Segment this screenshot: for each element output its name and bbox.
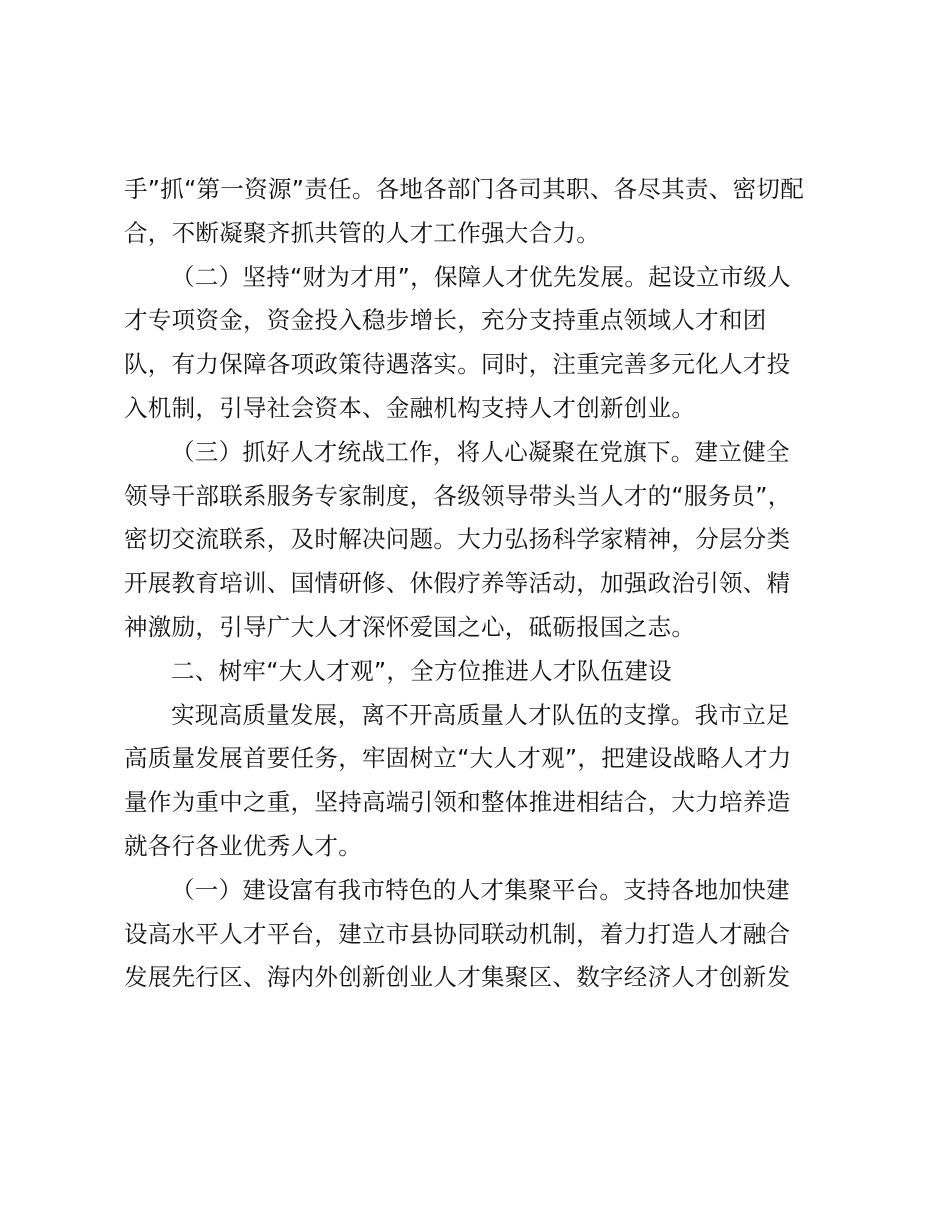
paragraph-start-line: （一）建设富有我市特色的人才集聚平台。支持各地加快建 [171, 875, 790, 904]
text-line: 开展教育培训、国情研修、休假疗养等活动，加强政治引领、精 [124, 569, 791, 598]
section-heading: 二、树牢“大人才观”，全方位推进人才队伍建设 [171, 656, 672, 685]
text-line: 入机制，引导社会资本、金融机构支持人才创新创业。 [124, 393, 696, 422]
text-line: 合，不断凝聚齐抓共管的人才工作强大合力。 [124, 218, 600, 247]
paragraph-start-line: 实现高质量发展，离不开高质量人才队伍的支撑。我市立足 [171, 700, 790, 729]
document-body [124, 168, 829, 1000]
text-line: 设高水平人才平台，建立市县协同联动机制，着力打造人才融合 [124, 919, 791, 948]
paragraph-start-line: （二）坚持“财为才用”，保障人才优先发展。起设立市级人 [171, 262, 791, 291]
text-line: 密切交流联系，及时解决问题。大力弘扬科学家精神，分层分类 [124, 525, 791, 554]
text-line: 高质量发展首要任务，牢固树立“大人才观”，把建设战略人才力 [124, 744, 792, 773]
text-line: 神激励，引导广大人才深怀爱国之心，砥砺报国之志。 [124, 612, 696, 641]
paragraph-start-line: （三）抓好人才统战工作，将人心凝聚在党旗下。建立健全 [171, 437, 790, 466]
text-line: 就各行各业优秀人才。 [124, 831, 362, 860]
text-line: 队，有力保障各项政策待遇落实。同时，注重完善多元化人才投 [124, 350, 791, 379]
text-line: 领导干部联系服务专家制度，各级领导带头当人才的“服务员”， [124, 481, 792, 510]
text-line: 量作为重中之重，坚持高端引领和整体推进相结合，大力培养造 [124, 788, 791, 817]
text-line: 发展先行区、海内外创新创业人才集聚区、数字经济人才创新发 [124, 963, 791, 992]
text-line: 手”抓“第一资源”责任。各地各部门各司其职、各尽其责、密切配 [124, 175, 805, 203]
text-line: 才专项资金，资金投入稳步增长，充分支持重点领域人才和团 [124, 306, 767, 335]
